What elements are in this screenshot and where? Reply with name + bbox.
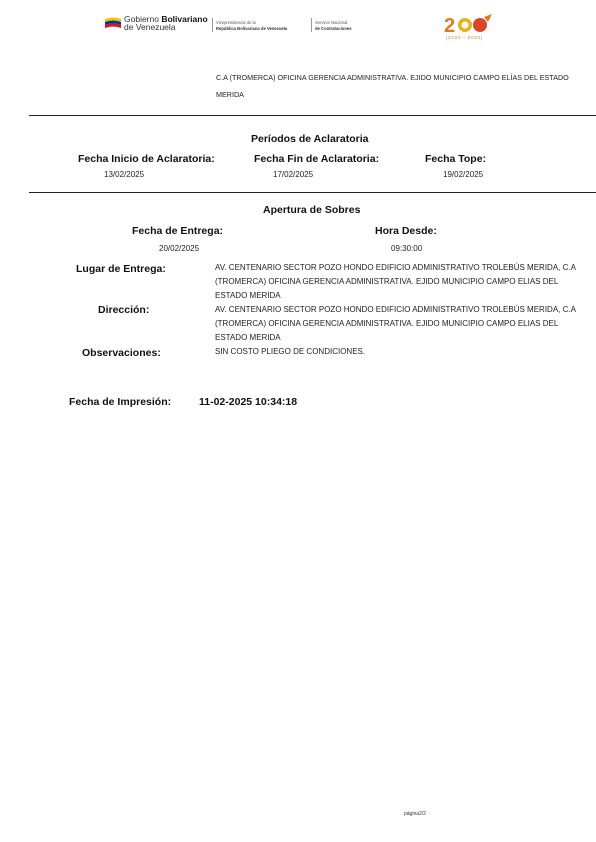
snc-line1: Servicio Nacional	[315, 20, 348, 25]
vice-line2: República Bolivariana de Venezuela	[216, 26, 288, 31]
fecha-tope-label: Fecha Tope:	[425, 153, 487, 165]
observaciones-value: SIN COSTO PLIEGO DE CONDICIONES.	[215, 347, 366, 356]
vice-line1: Vicepresidencia de la	[216, 20, 256, 25]
observaciones-label: Observaciones:	[82, 347, 161, 359]
bicentennial-logo-icon	[444, 14, 498, 40]
lugar-entrega-value: AV. CENTENARIO SECTOR POZO HONDO EDIFICIO ADMINISTRATIVO TROLEBÚS MERIDA, C.A (TROMERCA) OFICINA GERENCIA ADMINISTRATIVA. EJIDO MUNICIPIO CAMPO ELIAS DEL ESTADO MERIDA	[215, 263, 576, 300]
apertura-title: Apertura de Sobres	[263, 204, 361, 216]
header-separator	[212, 18, 213, 32]
fecha-inicio-value: 13/02/2025	[104, 170, 145, 179]
entity-description: C.A (TROMERCA) OFICINA GERENCIA ADMINISTRATIVA. EJIDO MUNICIPIO CAMPO ELÍAS DEL ESTADO MERIDA	[216, 73, 569, 99]
venezuela-flag-icon	[104, 16, 122, 30]
fecha-fin-value: 17/02/2025	[273, 170, 314, 179]
fecha-tope-value: 19/02/2025	[443, 170, 484, 179]
divider	[29, 115, 596, 116]
header-separator	[311, 18, 312, 32]
page-number: página2/2	[404, 811, 426, 817]
gov-logo-line2: de Venezuela	[124, 22, 176, 32]
snc-line2: de Contrataciones	[315, 26, 352, 31]
gov-logo-line1: Gobierno Bolivariano	[124, 14, 208, 24]
hora-desde-value: 09:30:00	[391, 244, 423, 253]
svg-text:[2020 - 2030]: [2020 - 2030]	[446, 35, 483, 40]
fecha-entrega-label: Fecha de Entrega:	[132, 225, 224, 237]
hora-desde-label: Hora Desde:	[375, 225, 437, 237]
fecha-entrega-value: 20/02/2025	[159, 244, 200, 253]
aclaratoria-title: Períodos de Aclaratoria	[251, 133, 369, 145]
fecha-fin-label: Fecha Fin de Aclaratoria:	[254, 153, 380, 165]
svg-text:2: 2	[444, 15, 456, 37]
divider	[29, 192, 596, 193]
fecha-impresion-value: 11-02-2025 10:34:18	[199, 396, 298, 408]
direccion-value: AV. CENTENARIO SECTOR POZO HONDO EDIFICIO ADMINISTRATIVO TROLEBÚS MERIDA, C.A (TROMERCA) OFICINA GERENCIA ADMINISTRATIVA. EJIDO MUNICIPIO CAMPO ELIAS DEL ESTADO MERIDA	[215, 305, 576, 342]
lugar-entrega-label: Lugar de Entrega:	[76, 263, 166, 275]
direccion-label: Dirección:	[98, 304, 150, 316]
fecha-inicio-label: Fecha Inicio de Aclaratoria:	[78, 153, 215, 165]
fecha-impresion-label: Fecha de Impresión:	[69, 396, 172, 408]
